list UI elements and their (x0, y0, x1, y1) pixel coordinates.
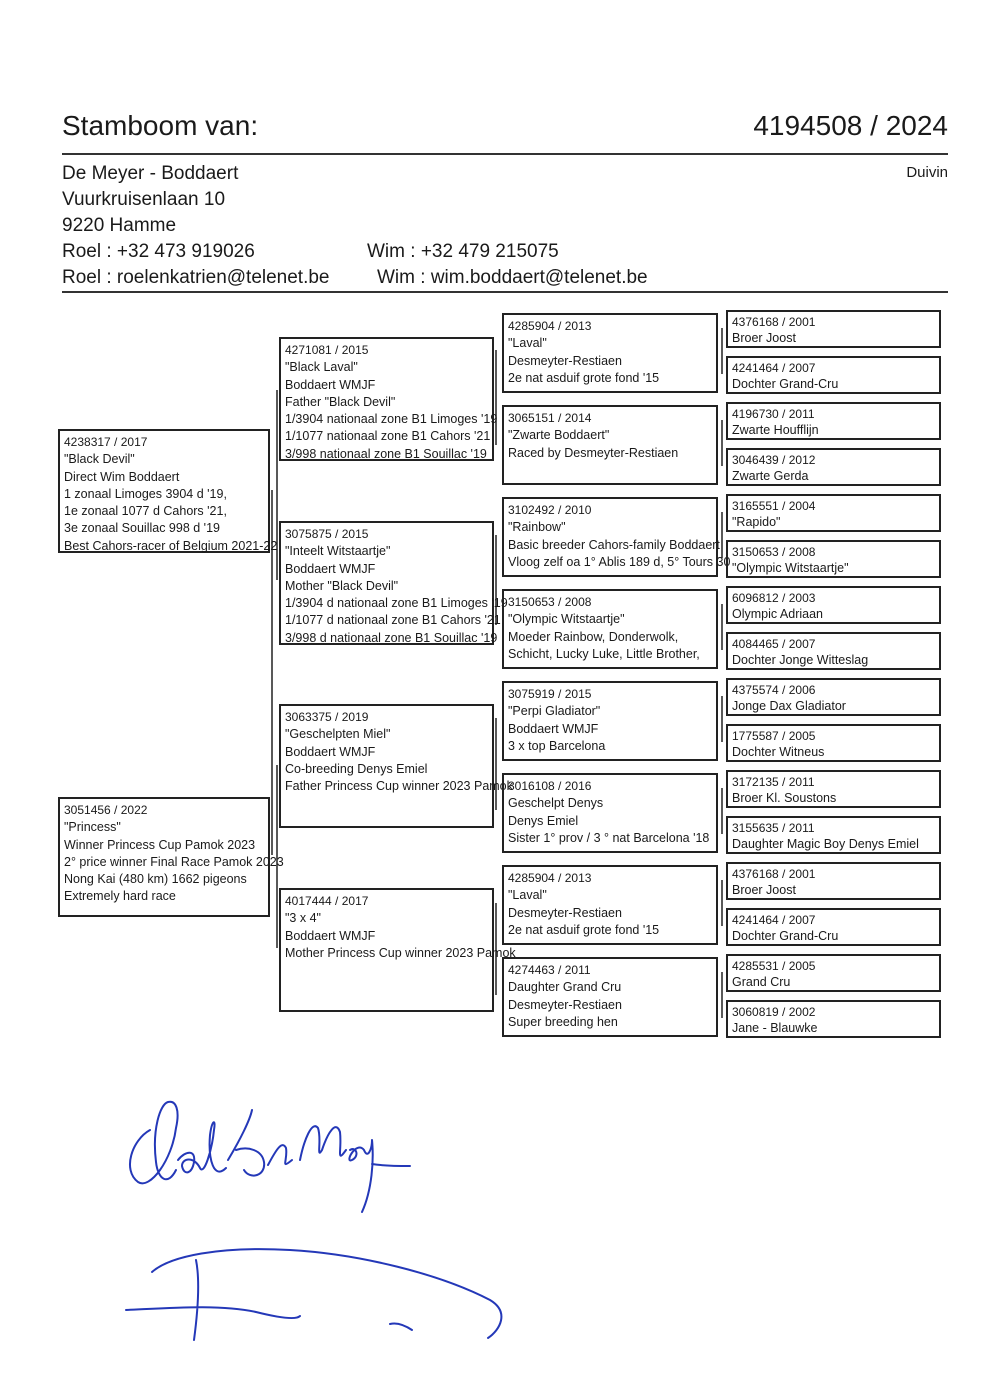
g4-name: "Rapido" (732, 515, 781, 529)
ds-ring: 3063375 / 2019 (285, 710, 369, 724)
g4-name: Zwarte Houfflijn (732, 423, 819, 437)
g4-name: Dochter Grand-Cru (732, 929, 839, 943)
g4-name: Jane - Blauwke (732, 1021, 818, 1035)
g4-ring: 4376168 / 2001 (732, 315, 816, 329)
g4-name: Daughter Magic Boy Denys Emiel (732, 837, 919, 851)
g3-line: Schicht, Lucky Luke, Little Brother, (508, 646, 700, 661)
g3-ring: 4285904 / 2013 (508, 871, 592, 885)
sd-line: 3/998 d nationaal zone B1 Souillac '19 (285, 630, 498, 645)
g3-ring: 3075919 / 2015 (508, 687, 592, 701)
g4-ring: 3165551 / 2004 (732, 499, 816, 513)
g4-name: Zwarte Gerda (732, 469, 809, 483)
g4-ring: 3150653 / 2008 (732, 545, 816, 559)
g4-name: Dochter Witneus (732, 745, 825, 759)
g3-line: Desmeyter-Restiaen (508, 997, 622, 1012)
g3-line: 2e nat asduif grote fond '15 (508, 922, 660, 937)
sire-line: "Black Devil" (64, 452, 135, 467)
ds-line: Father Princess Cup winner 2023 Pamok (285, 779, 513, 794)
g4-name: Dochter Grand-Cru (732, 377, 839, 391)
sd-ring: 3075875 / 2015 (285, 527, 369, 541)
sire-line: Direct Wim Boddaert (64, 469, 180, 484)
owner-city: 9220 Hamme (62, 215, 177, 236)
g3-line: Sister 1° prov / 3 ° nat Barcelona '18 (508, 830, 710, 845)
g4-ring: 3046439 / 2012 (732, 453, 816, 467)
ds-line: Boddaert WMJF (285, 744, 376, 759)
sd-line: 1/3904 d nationaal zone B1 Limoges '19 (285, 596, 508, 611)
g3-line: "Zwarte Boddaert" (508, 428, 610, 443)
g3-line: Desmeyter-Restiaen (508, 353, 622, 368)
dd-ring: 4017444 / 2017 (285, 894, 369, 908)
g3-ring: 3065151 / 2014 (508, 411, 592, 425)
dam-line: "Princess" (64, 820, 121, 835)
g4-name: Broer Joost (732, 331, 796, 345)
g3-line: Moeder Rainbow, Donderwolk, (508, 629, 679, 644)
g3-line: "Laval" (508, 336, 547, 351)
sire-line: 3e zonaal Souillac 998 d '19 (64, 521, 220, 536)
dam-line: Winner Princess Cup Pamok 2023 (64, 837, 256, 852)
ss-line: Boddaert WMJF (285, 377, 376, 392)
g4-name: Broer Joost (732, 883, 796, 897)
owner-street: Vuurkruisenlaan 10 (62, 189, 226, 210)
ss-line: "Black Laval" (285, 360, 358, 375)
sire-line: 1e zonaal 1077 d Cahors '21, (64, 504, 227, 519)
g3-line: Basic breeder Cahors-family Boddaert (508, 537, 720, 552)
dam-line: Extremely hard race (64, 889, 176, 904)
gender-label: Duivin (906, 164, 948, 181)
g4-ring: 4084465 / 2007 (732, 637, 816, 651)
g4-name: Broer Kl. Soustons (732, 791, 837, 805)
g3-line: Vloog zelf oa 1° Ablis 189 d, 5° Tours 30 (508, 554, 731, 569)
g3-line: Daughter Grand Cru (508, 980, 622, 995)
dam-line: Nong Kai (480 km) 1662 pigeons (64, 872, 247, 887)
g3-ring: 3016108 / 2016 (508, 779, 592, 793)
ss-line: Father "Black Devil" (285, 394, 396, 409)
g4-ring: 4285531 / 2005 (732, 959, 816, 973)
g3-line: Denys Emiel (508, 813, 579, 828)
dam-line: 2° price winner Final Race Pamok 2023 (64, 854, 284, 869)
g4-name: Dochter Jonge Witteslag (732, 653, 869, 667)
g3-line: Super breeding hen (508, 1014, 618, 1029)
dd-line: Mother Princess Cup winner 2023 Pamok (285, 945, 516, 960)
ds-line: Co-breeding Denys Emiel (285, 761, 428, 776)
owner-email-wim: Wim : wim.boddaert@telenet.be (377, 267, 648, 288)
g3-line: Boddaert WMJF (508, 721, 599, 736)
sd-line: "Inteelt Witstaartje" (285, 544, 391, 559)
owner-name: De Meyer - Boddaert (62, 163, 239, 184)
g3-line: "Laval" (508, 888, 547, 903)
sire-line: 1 zonaal Limoges 3904 d '19, (64, 486, 227, 501)
ss-line: 1/1077 nationaal zone B1 Cahors '21 (285, 429, 491, 444)
sire-line: Best Cahors-racer of Belgium 2021-22 (64, 538, 278, 553)
g4-ring: 4376168 / 2001 (732, 867, 816, 881)
g3-ring: 4285904 / 2013 (508, 319, 592, 333)
g4-ring: 4241464 / 2007 (732, 361, 816, 375)
g3-ring: 3150653 / 2008 (508, 595, 592, 609)
dd-line: "3 x 4" (285, 911, 321, 926)
sire-ring: 4238317 / 2017 (64, 435, 148, 449)
sd-line: Boddaert WMJF (285, 561, 376, 576)
g4-name: Olympic Adriaan (732, 607, 824, 621)
owner-email-roel: Roel : roelenkatrien@telenet.be (62, 267, 330, 288)
g3-ring: 4274463 / 2011 (508, 963, 591, 977)
ds-line: "Geschelpten Miel" (285, 727, 391, 742)
g4-ring: 4241464 / 2007 (732, 913, 816, 927)
g4-name: Jonge Dax Gladiator (732, 699, 846, 713)
g3-line: "Rainbow" (508, 520, 566, 535)
g4-name: "Olympic Witstaartje" (732, 561, 849, 575)
g3-line: 2e nat asduif grote fond '15 (508, 370, 660, 385)
ring-number: 4194508 / 2024 (753, 110, 948, 141)
g4-ring: 6096812 / 2003 (732, 591, 816, 605)
g4-ring: 4375574 / 2006 (732, 683, 816, 697)
g3-line: "Perpi Gladiator" (508, 704, 601, 719)
g4-ring: 3060819 / 2002 (732, 1005, 816, 1019)
dam-ring: 3051456 / 2022 (64, 803, 148, 817)
g3-line: Geschelpt Denys (508, 796, 604, 811)
g3-line: Raced by Desmeyter-Restiaen (508, 445, 679, 460)
signature-wim (126, 1249, 501, 1340)
g4-name: Grand Cru (732, 975, 791, 989)
sd-line: 1/1077 d nationaal zone B1 Cahors '21 (285, 613, 501, 628)
g3-ring: 3102492 / 2010 (508, 503, 592, 517)
sd-line: Mother "Black Devil" (285, 578, 399, 593)
g3-line: Desmeyter-Restiaen (508, 905, 622, 920)
ss-ring: 4271081 / 2015 (285, 343, 369, 357)
owner-phone-wim: Wim : +32 479 215075 (367, 241, 559, 262)
owner-phone-roel: Roel : +32 473 919026 (62, 241, 255, 262)
page-title: Stamboom van: (62, 110, 259, 141)
g4-ring: 4196730 / 2011 (732, 407, 815, 421)
g3-line: 3 x top Barcelona (508, 738, 606, 753)
ss-line: 1/3904 nationaal zone B1 Limoges '19 (285, 412, 498, 427)
g4-ring: 3155635 / 2011 (732, 821, 815, 835)
ss-line: 3/998 nationaal zone B1 Souillac '19 (285, 446, 487, 461)
g4-ring: 1775587 / 2005 (732, 729, 816, 743)
dd-line: Boddaert WMJF (285, 928, 376, 943)
g4-ring: 3172135 / 2011 (732, 775, 815, 789)
signature-roel (130, 1102, 410, 1212)
g3-line: "Olympic Witstaartje" (508, 612, 625, 627)
